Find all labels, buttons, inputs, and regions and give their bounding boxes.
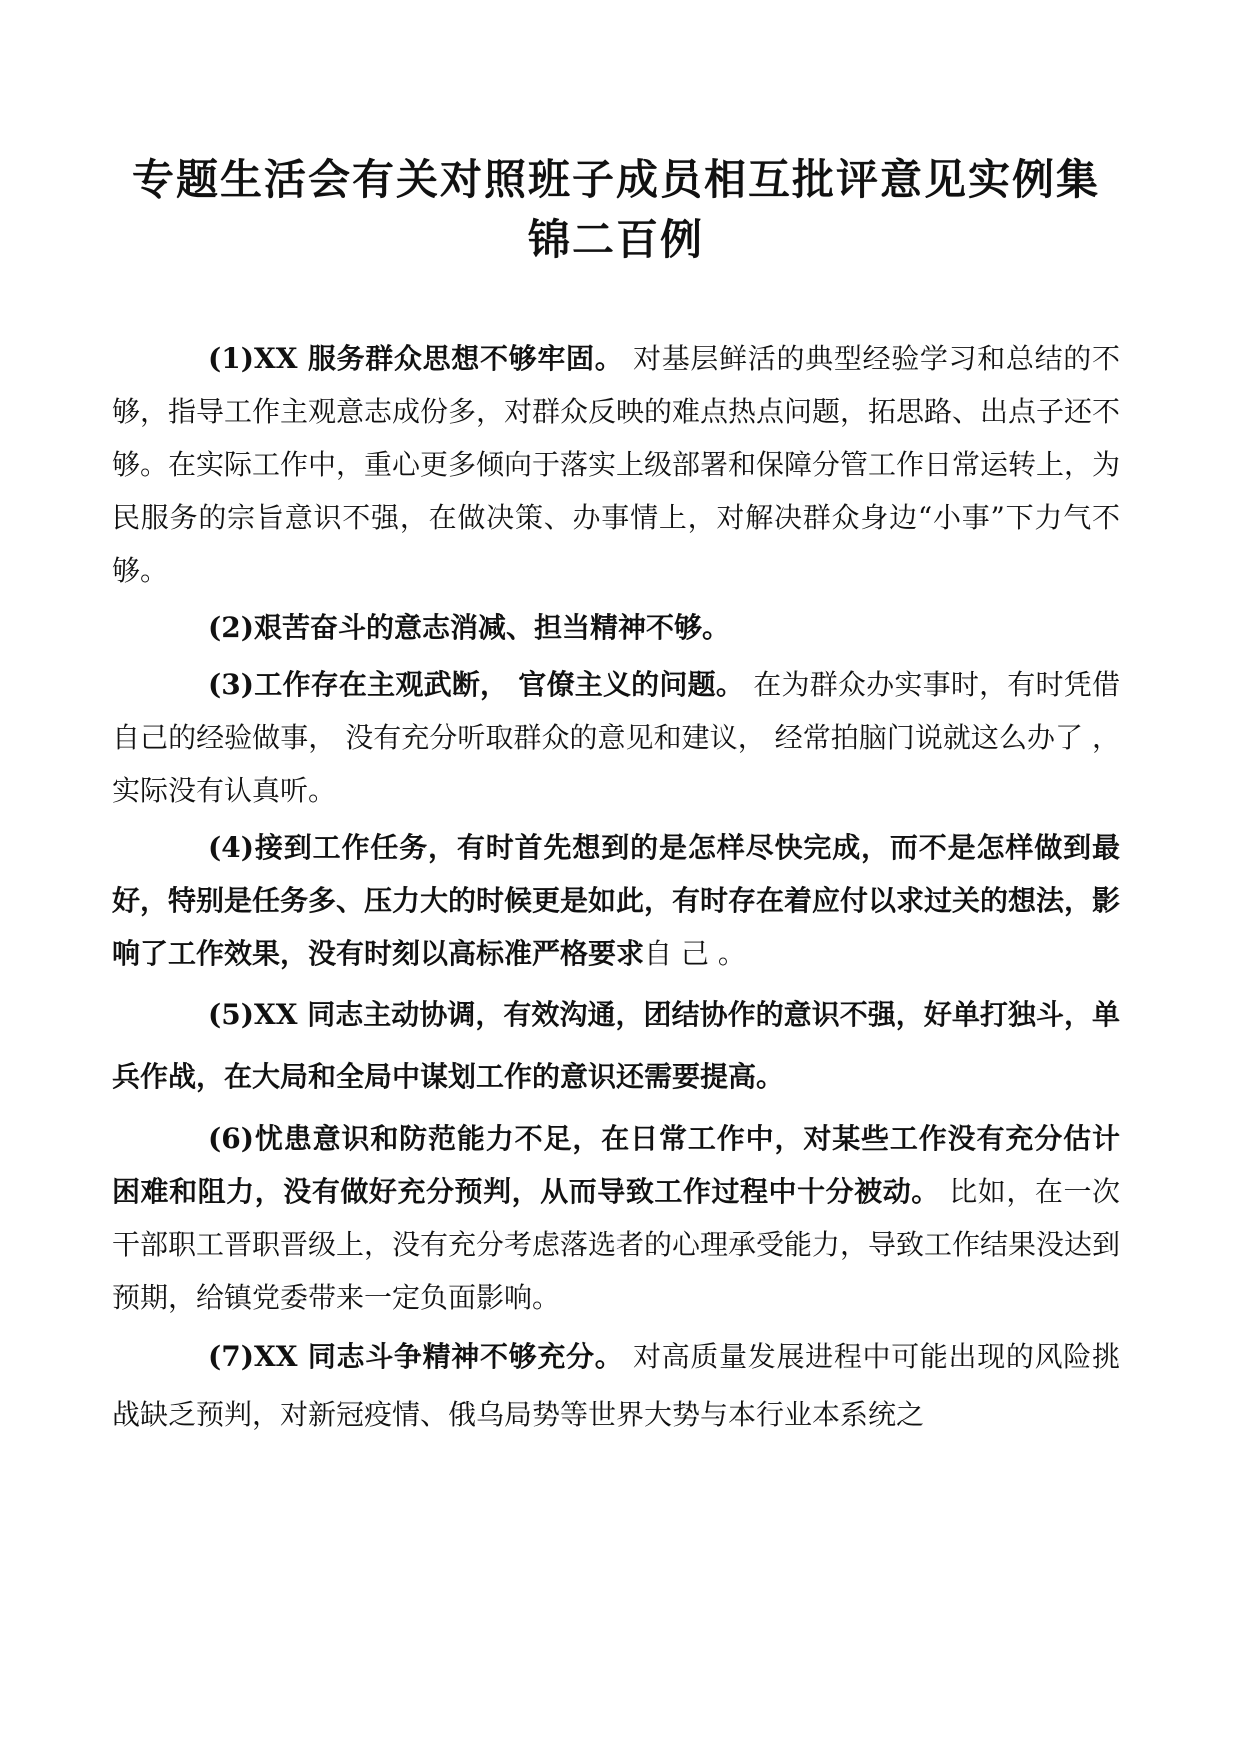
document-title <box>112 150 1120 270</box>
paragraph-1-heading: (1)XX 服务群众思想不够牢固。 <box>208 342 624 375</box>
paragraph-5-heading: (5)XX 同志主动协调，有效沟通，团结协作的意识不强，好单打独斗，单兵作战，在大局和全局中谋划工作的意识还需要提高。 <box>112 998 1120 1093</box>
paragraph-2 <box>112 601 1120 654</box>
title-line-1: 专题生活会有关对照班子成员相互批评意见实例集 <box>131 155 1100 204</box>
paragraph-3-heading: (3)工作存在主观武断， 官僚主义的问题。 <box>208 668 745 701</box>
paragraph-3 <box>112 658 1120 817</box>
paragraph-7 <box>112 1328 1120 1444</box>
paragraph-4-body: 自 己 。 <box>644 937 746 970</box>
paragraph-3-body: 在为群众办实事时，有时凭借自己的经验做事， 没有充分听取群众的意见和建议， 经常拍脑门说就这么办了 ， 实际没有认真听。 <box>112 668 1121 807</box>
paragraph-5 <box>112 984 1120 1108</box>
paragraph-2-heading: (2)艰苦奋斗的意志消减、担当精神不够。 <box>208 611 730 644</box>
paragraph-4 <box>112 821 1120 980</box>
paragraph-7-heading: (7)XX 同志斗争精神不够充分。 <box>208 1340 624 1373</box>
paragraph-1 <box>112 332 1120 597</box>
paragraph-6 <box>112 1112 1120 1324</box>
paragraph-7-body: 对高质量发展进程中可能出现的风险挑战缺乏预判，对新冠疫情、俄乌局势等世界大势与本行业本系统之 <box>112 1340 1120 1431</box>
paragraph-1-body: 对基层鲜活的典型经验学习和总结的不够，指导工作主观意志成份多，对群众反映的难点热点问题，拓思路、出点子还不够。在实际工作中，重心更多倾向于落实上级部署和保障分管工作日常运转上，为民服务的宗旨意识不强，在做决策、办事情上，对解决群众身边“小事”下力气不够。 <box>112 342 1121 587</box>
title-line-2: 锦二百例 <box>527 215 704 264</box>
paragraph-6-body: 比如，在一次干部职工晋职晋级上，没有充分考虑落选者的心理承受能力，导致工作结果没达到预期，给镇党委带来一定负面影响。 <box>112 1175 1121 1314</box>
paragraph-4-heading: (4)接到工作任务，有时首先想到的是怎样尽快完成，而不是怎样做到最好，特别是任务多、压力大的时候更是如此，有时存在着应付以求过关的想法，影响了工作效果，没有时刻以高标准严格要求 <box>112 831 1121 970</box>
paragraph-6-heading: (6)忧患意识和防范能力不足，在日常工作中，对某些工作没有充分估计困难和阻力，没有做好充分预判，从而导致工作过程中十分被动。 <box>112 1122 1120 1208</box>
